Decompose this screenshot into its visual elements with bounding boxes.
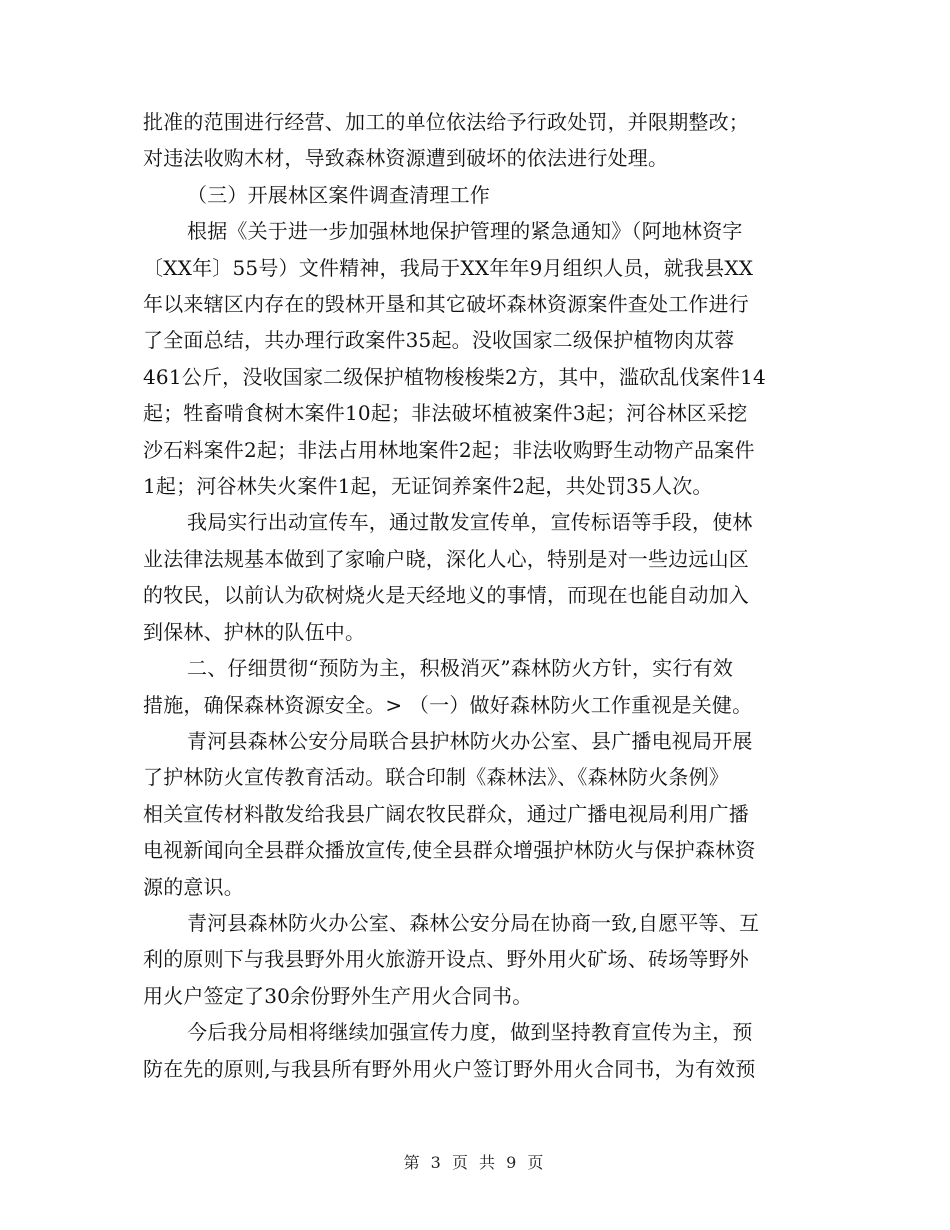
- text-line: 的牧民，以前认为砍树烧火是天经地义的事情，而现在也能自动加入: [143, 583, 749, 608]
- text-line: 用火户签定了30余份野外生产用火合同书。: [143, 983, 533, 1008]
- text-line: 措施，确保森林资源安全。> （一）做好森林防火工作重视是关健。: [143, 692, 753, 717]
- text-line: 沙石料案件2起；非法占用林地案件2起；非法收购野生动物产品案件: [143, 437, 755, 462]
- text-line: 源的意识。: [143, 874, 244, 899]
- text-line: 批准的范围进行经营、加工的单位依法给予行政处罚，并限期整改；: [143, 110, 749, 134]
- text-line: 了护林防火宣传教育活动。联合印制《森林法》、《森林防火条例》: [143, 765, 729, 790]
- text-line: 业法律法规基本做到了家喻户晓，深化人心，特别是对一些边远山区: [143, 546, 749, 571]
- text-line: 年以来辖区内存在的毁林开垦和其它破坏森林资源案件查处工作进行: [143, 292, 749, 317]
- text-line: 根据《关于进一步加强林地保护管理的紧急通知》（阿地林资字: [187, 219, 743, 244]
- text-line: 青河县森林公安分局联合县护林防火办公室、县广播电视局开展: [187, 728, 753, 753]
- text-line: 二、仔细贯彻“预防为主，积极消灭”森林防火方针，实行有效: [187, 656, 734, 681]
- text-line: 我局实行出动宣传车，通过散发宣传单，宣传标语等手段，使林: [187, 510, 753, 535]
- document-body: [143, 104, 813, 1087]
- text-line: 对违法收购木材，导致森林资源遭到破坏的依法进行处理。: [143, 146, 669, 171]
- text-line: 461公斤，没收国家二级保护植物梭梭柴2方，其中，滥砍乱伐案件14: [143, 364, 766, 389]
- text-line: 〔XX年〕55号）文件精神，我局于XX年年9月组织人员，就我县XX: [143, 255, 754, 280]
- section-heading: （三）开展林区案件调查清理工作: [187, 182, 490, 207]
- text-line: 了全面总结，共办理行政案件35起。没收国家二级保护植物肉苁蓉: [143, 328, 735, 353]
- text-line: 到保林、护林的队伍中。: [143, 619, 366, 644]
- text-line: 利的原则下与我县野外用火旅游开设点、野外用火矿场、砖场等野外: [143, 947, 749, 972]
- text-line: 青河县森林防火办公室、森林公安分局在协商一致,自愿平等、互: [187, 910, 760, 935]
- text-line: 电视新闻向全县群众播放宣传,使全县群众增强护林防火与保护森林资: [143, 838, 756, 863]
- text-line: 1起；河谷林失火案件1起，无证饲养案件2起，共处罚35人次。: [143, 474, 713, 499]
- text-line: 防在先的原则,与我县所有野外用火户签订野外用火合同书，为有效预: [143, 1056, 756, 1081]
- text-line: 起；牲畜啃食树木案件10起；非法破坏植被案件3起；河谷林区采挖: [143, 401, 748, 426]
- text-line: 今后我分局相将继续加强宣传力度，做到坚持教育宣传为主，预: [187, 1020, 753, 1045]
- page-footer: 第 3 页 共 9 页: [403, 1153, 547, 1172]
- text-line: 相关宣传材料散发给我县广阔农牧民群众，通过广播电视局利用广播: [143, 801, 749, 826]
